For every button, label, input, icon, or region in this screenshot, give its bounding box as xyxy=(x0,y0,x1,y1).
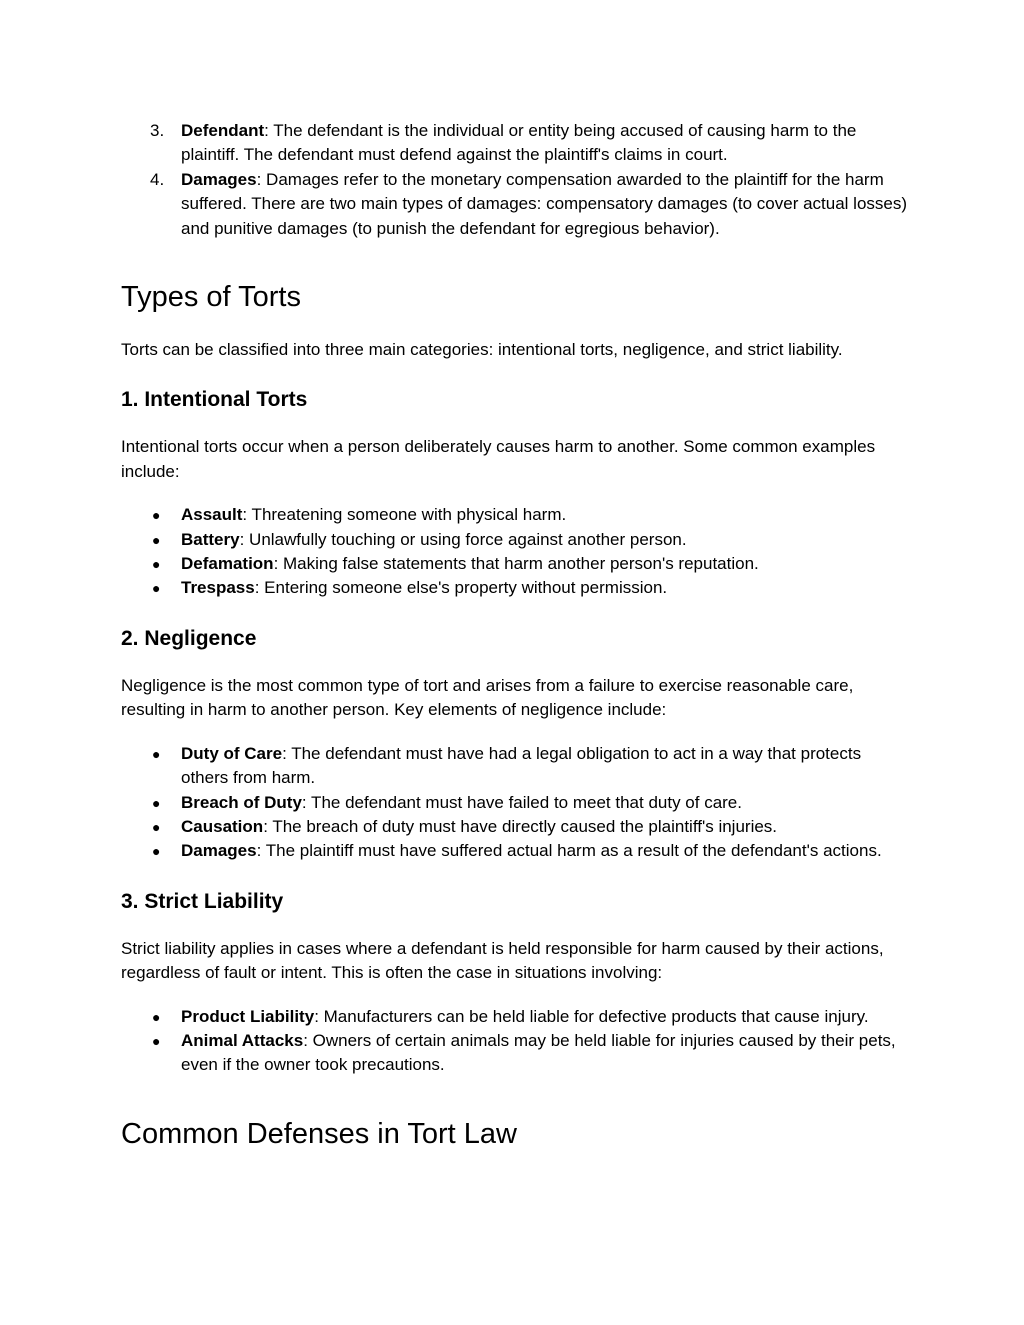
list-item-text: : The defendant must have had a legal obligation to act in a way that protects others from harm. xyxy=(181,743,862,788)
list-item xyxy=(121,503,911,527)
list-item-text: : The breach of duty must have directly caused the plaintiff's injuries. xyxy=(263,816,778,836)
list-item-text: : Making false statements that harm another person's reputation. xyxy=(273,554,759,574)
subheading-strict-liability: 3. Strict Liability xyxy=(121,889,284,913)
list-item-term: Defamation xyxy=(181,554,274,574)
bullet-icon: ● xyxy=(152,1032,161,1049)
list-item-term: Battery xyxy=(181,529,240,549)
bullet-icon: ● xyxy=(152,531,161,548)
list-item-term: Causation xyxy=(181,816,264,836)
bullet-list-strict xyxy=(121,1005,911,1078)
strict-intro: Strict liability applies in cases where a defendant is held responsible for harm caused by their actions, regardless of fault or intent. This is often the case in situations involving: xyxy=(121,938,884,983)
list-item xyxy=(121,815,911,839)
bullet-list-intentional xyxy=(121,503,911,601)
list-item-term: Assault xyxy=(181,505,243,525)
list-item xyxy=(121,1029,911,1078)
list-item-text: : Owners of certain animals may be held liable for injuries caused by their pets, even if the owner took precautions. xyxy=(181,1030,896,1075)
list-item-text: : Unlawfully touching or using force against another person. xyxy=(239,529,687,549)
subheading-negligence: 2. Negligence xyxy=(121,626,257,650)
list-item xyxy=(121,791,911,815)
bullet-icon: ● xyxy=(152,580,161,597)
list-item-term: Animal Attacks xyxy=(181,1030,304,1050)
list-item-term: Product Liability xyxy=(181,1006,315,1026)
list-item-term: Duty of Care xyxy=(181,743,283,763)
bullet-icon: ● xyxy=(152,794,161,811)
bullet-icon: ● xyxy=(152,1008,161,1025)
bullet-icon: ● xyxy=(152,843,161,860)
negligence-intro: Negligence is the most common type of tort and arises from a failure to exercise reasonable care, resulting in harm to another person. Key elements of negligence include: xyxy=(121,675,854,720)
list-item-text: : Threatening someone with physical harm. xyxy=(242,505,567,525)
list-item-term: Defendant xyxy=(181,121,265,140)
intentional-intro: Intentional torts occur when a person deliberately causes harm to another. Some common examples include: xyxy=(121,437,876,481)
list-item xyxy=(121,552,911,576)
list-item xyxy=(121,1005,911,1029)
list-item-text: : The defendant is the individual or entity being accused of causing harm to the plaintiff. The defendant must defend against the plaintiff's claims in court. xyxy=(181,121,857,165)
list-item-text: : The defendant must have failed to meet that duty of care. xyxy=(301,792,742,812)
list-item-text: : Damages refer to the monetary compensation awarded to the plaintiff for the harm suffered. There are two main types of damages: compensatory damages (to cover actual losses) and punitive damages (to punish the defendant for egregious behavior). xyxy=(181,169,908,238)
bullet-icon: ● xyxy=(152,507,161,524)
section-heading-types: Types of Torts xyxy=(121,281,301,314)
bullet-list-negligence xyxy=(121,742,911,864)
list-item-term: Damages xyxy=(181,169,257,189)
bullet-icon: ● xyxy=(152,556,161,573)
list-item xyxy=(121,742,911,791)
list-item xyxy=(121,528,911,552)
types-intro: Torts can be classified into three main categories: intentional torts, negligence, and strict liability. xyxy=(121,340,843,360)
list-item xyxy=(121,839,911,863)
section-heading-defenses: Common Defenses in Tort Law xyxy=(121,1117,517,1150)
numbered-list xyxy=(121,119,911,241)
list-item xyxy=(121,168,911,241)
list-number: 4. xyxy=(150,169,165,189)
bullet-icon: ● xyxy=(152,818,161,835)
list-item xyxy=(121,119,911,168)
list-item-text: : Manufacturers can be held liable for defective products that cause injury. xyxy=(314,1006,869,1026)
list-item-term: Trespass xyxy=(181,578,255,598)
list-item-term: Damages xyxy=(181,841,257,861)
list-item-term: Breach of Duty xyxy=(181,792,302,812)
list-number: 3. xyxy=(150,121,165,140)
bullet-icon: ● xyxy=(152,745,161,762)
list-item-text: : Entering someone else's property without permission. xyxy=(254,578,668,598)
list-item xyxy=(121,576,911,600)
document-page xyxy=(121,119,911,1152)
subheading-intentional-torts: 1. Intentional Torts xyxy=(121,388,308,412)
list-item-text: : The plaintiff must have suffered actual harm as a result of the defendant's actions. xyxy=(256,841,882,861)
